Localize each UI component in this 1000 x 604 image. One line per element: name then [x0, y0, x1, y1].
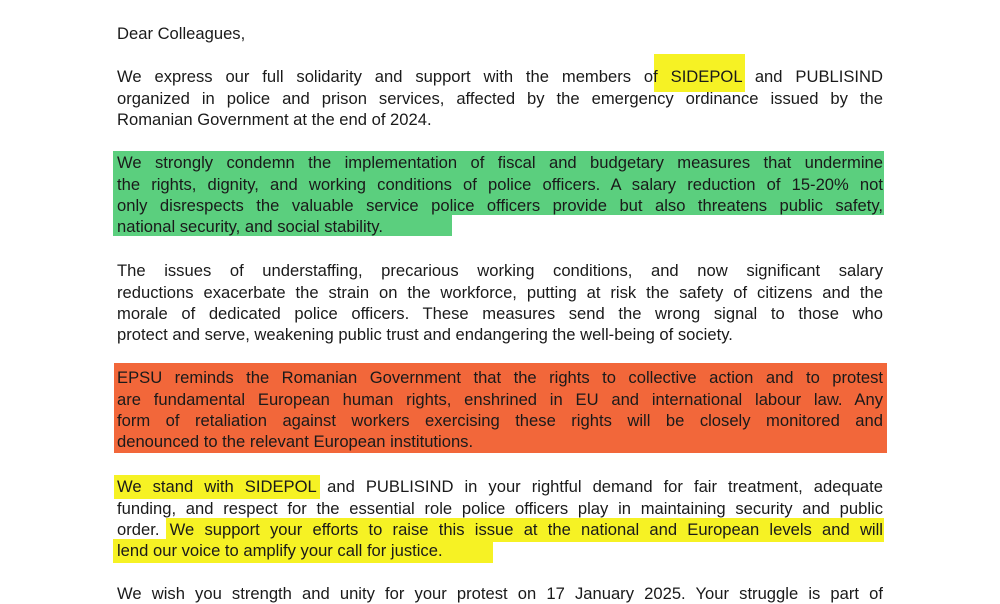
p1-line-3: Romanian Government at the end of 2024.: [117, 110, 432, 129]
p4-line-1: EPSU reminds the Romanian Government that the rights to collective action and to protest: [117, 368, 883, 387]
p2-line-4: national security, and social stability.: [117, 217, 383, 236]
p5-line-3: order. We support your efforts to raise this issue at the national and European levels and will: [117, 520, 883, 539]
support-efforts-mark: We support your efforts to raise this issue at the national and European levels and will: [169, 520, 883, 539]
p3-line-2: reductions exacerbate the strain on the workforce, putting at risk the safety of citizens and the: [117, 283, 883, 302]
p2-line-2: the rights, dignity, and working conditions of police officers. A salary reduction of 15-20% not: [117, 175, 883, 194]
p5-line-4: lend our voice to amplify your call for justice.: [117, 541, 443, 560]
p6-line-1: We wish you strength and unity for your protest on 17 January 2025. Your struggle is part of: [117, 584, 883, 603]
p4-line-4: denounced to the relevant European institutions.: [117, 432, 474, 451]
p2-line-3: only disrespects the valuable service police officers provide but also threatens public safety,: [117, 196, 883, 215]
p3-line-1: The issues of understaffing, precarious working conditions, and now significant salary: [117, 261, 883, 280]
p2-line-1: We strongly condemn the implementation of fiscal and budgetary measures that undermine: [117, 153, 883, 172]
p5-line-2: funding, and respect for the essential role police officers play in maintaining security and public: [117, 499, 883, 518]
p3-line-3: morale of dedicated police officers. These measures send the wrong signal to those who: [117, 304, 883, 323]
p1-line-2: organized in police and prison services, affected by the emergency ordinance issued by the: [117, 89, 883, 108]
p1-line-1: We express our full solidarity and support with the members of SIDEPOL and PUBLISIND: [117, 67, 883, 86]
p5-line-1: We stand with SIDEPOL and PUBLISIND in your rightful demand for fair treatment, adequate: [117, 477, 883, 496]
sidepol-mark: SIDEPOL: [670, 67, 742, 86]
stand-with-mark: We stand with SIDEPOL: [117, 477, 317, 496]
p3-line-4: protect and serve, weakening public trust and endangering the well-being of society.: [117, 325, 733, 344]
p4-line-2: are fundamental European human rights, enshrined in EU and international labour law. Any: [117, 390, 883, 409]
p4-line-3: form of retaliation against workers exercising these rights will be closely monitored and: [117, 411, 883, 430]
salutation: Dear Colleagues,: [117, 24, 246, 43]
